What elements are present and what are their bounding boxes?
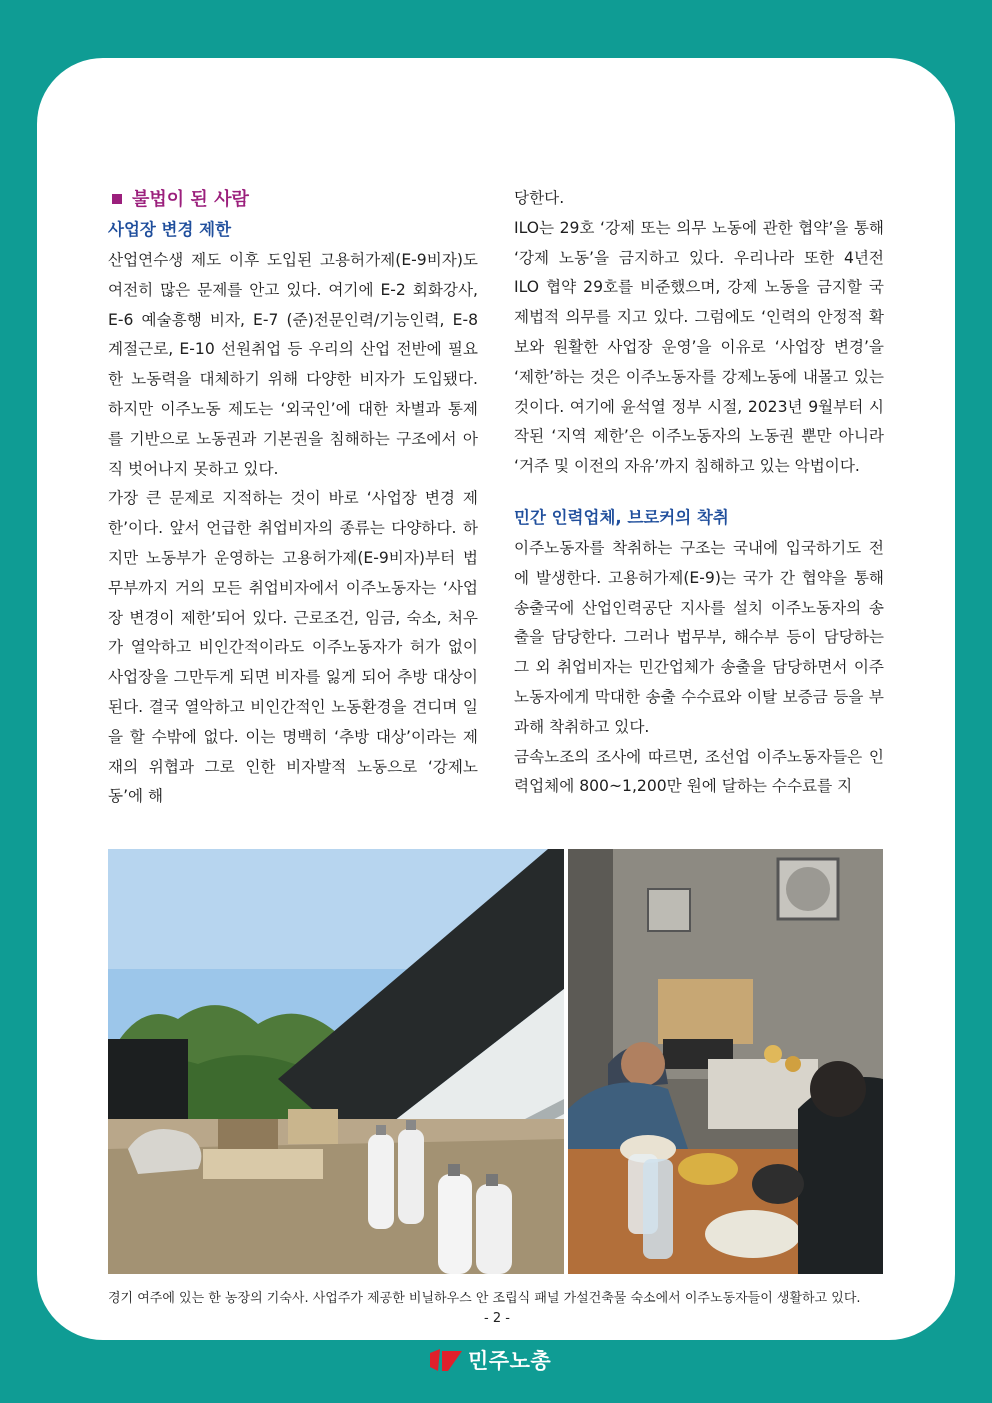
photo-caption: 경기 여주에 있는 한 농장의 기숙사. 사업주가 제공한 비닐하우스 안 조립식 패널 가설건축물 숙소에서 이주노동자들이 생활하고 있다. [108, 1291, 861, 1306]
paragraph: 가장 큰 문제로 지적하는 것이 바로 ‘사업장 변경 제한’이다. 앞서 언급한 취업비자의 종류는 다양하다. 하지만 노동부가 운영하는 고용허가제(E-9비자)부터 법무부까지 거의 모든 취업비자에서 이주노동자는 ‘사업장 변경이 제한’되어 있다. 근로조건, 임금, 숙소, 처우가 열악하고 비인간적이라도 이주노동자가 허가 없이 사업장을 그만두게 되면 비자를 잃게 되어 추방 대상이 된다. 결국 열악하고 비인간적인 노동환경을 견디며 일을 할 수밖에 없다. 이는 명백히 ‘추방 대상’이라는 제재의 위협과 그로 인한 비자발적 노동으로 ‘강제노동’에 해 [108, 489, 478, 806]
section-title-text: 불법이 된 사람 [132, 189, 249, 210]
kctu-logo-icon [428, 1347, 462, 1373]
paragraph: 당한다. [514, 189, 565, 207]
photo-strip [108, 849, 883, 1274]
dormitory-kitchen-photo [568, 849, 883, 1274]
logo-text: 민주노총 [468, 1349, 552, 1373]
greenhouse-illustration [108, 849, 564, 1274]
paragraph: ILO는 29호 ‘강제 또는 의무 노동에 관한 협약’을 통해 ‘강제 노동’을 금지하고 있다. 우리나라 또한 4년전 ILO 협약 29호를 비준했으며, 강제 노동을 금지할 국제법적 의무를 지고 있다. 그럼에도 ‘인력의 안정적 확보와 원활한 사업장 운영’을 이유로 ‘사업장 변경’을 ‘제한’하는 것은 이주노동자를 강제노동에 내몰고 있는 것이다. 여기에 윤석열 정부 시절, 2023년 9월부터 시작된 ‘지역 제한’은 이주노동자의 노동권 뿐만 아니라 ‘거주 및 이전의 자유’까지 침해하고 있는 악법이다. [514, 218, 884, 476]
square-bullet-icon [112, 194, 122, 204]
greenhouse-dormitory-photo [108, 849, 564, 1274]
right-column [514, 184, 884, 802]
subheading-workplace-change: 사업장 변경 제한 [108, 220, 232, 239]
page-number: - 2 - [484, 1311, 510, 1326]
paragraph: 금속노조의 조사에 따르면, 조선업 이주노동자들은 인력업체에 800~1,200만 원에 달하는 수수료를 지 [514, 747, 884, 796]
section-title [108, 186, 478, 214]
footer-logo [428, 1346, 551, 1374]
kitchen-illustration [568, 849, 883, 1274]
paragraph: 이주노동자를 착취하는 구조는 국내에 입국하기도 전에 발생한다. 고용허가제(E-9)는 국가 간 협약을 통해 송출국에 산업인력공단 지사를 설치 이주노동자의 송출을 담당한다. 그러나 법무부, 해수부 등이 담당하는 그 외 취업비자는 민간업체가 송출을 담당하면서 이주노동자에게 막대한 송출 수수료와 이탈 보증금 등을 부과해 착취하고 있다. [514, 538, 884, 736]
paragraph: 산업연수생 제도 이후 도입된 고용허가제(E-9비자)도 여전히 많은 문제를 안고 있다. 여기에 E-2 회화강사, E-6 예술흥행 비자, E-7 (준)전문인력/기능인력, E-8 계절근로, E-10 선원취업 등 우리의 산업 전반에 필요한 노동력을 대체하기 위해 다양한 비자가 도입됐다. 하지만 이주노동 제도는 ‘외국인’에 대한 차별과 통제를 기반으로 노동권과 기본권을 침해하는 구조에서 아직 벗어나지 못하고 있다. [108, 251, 478, 478]
subheading-broker-exploitation: 민간 인력업체, 브로커의 착취 [514, 507, 729, 527]
left-column [108, 186, 478, 812]
